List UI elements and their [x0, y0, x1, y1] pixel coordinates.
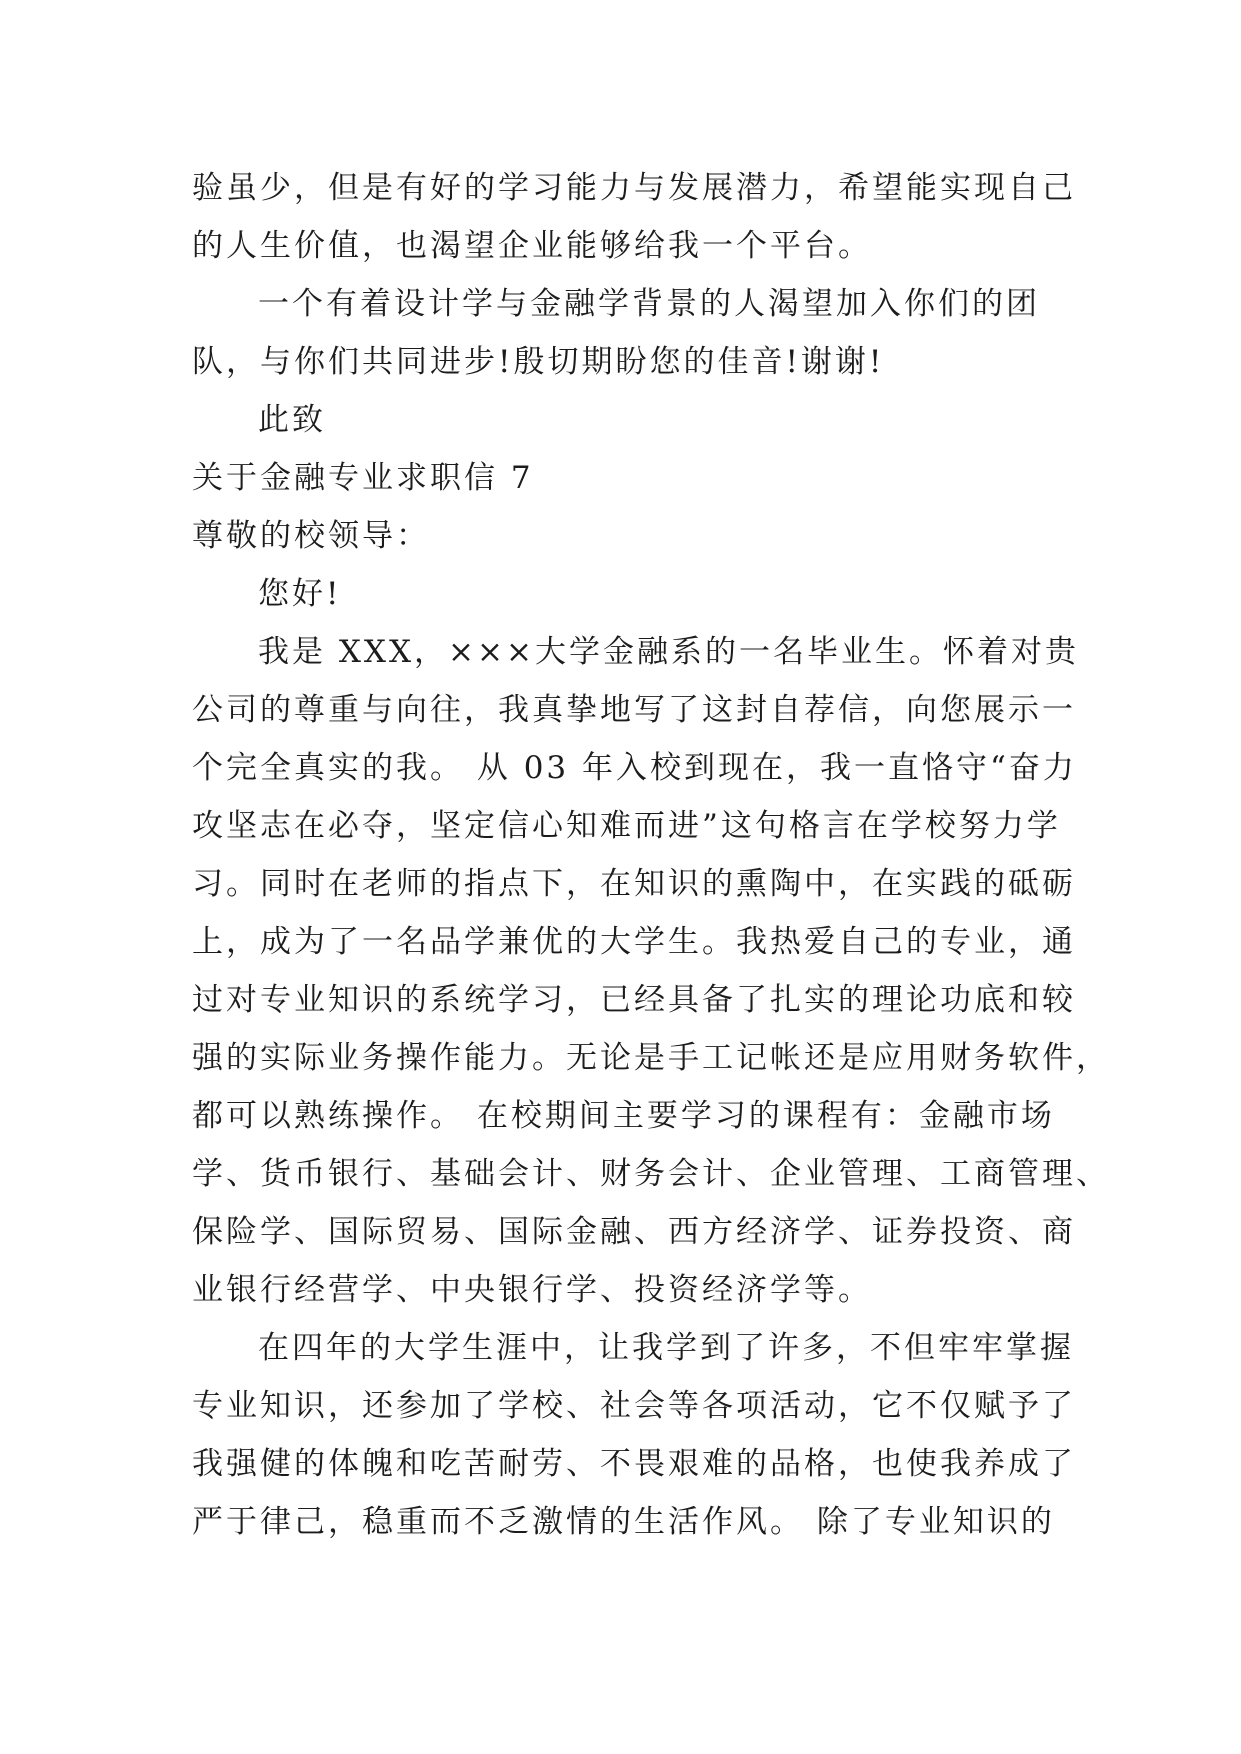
- text-line: 都可以熟练操作。 在校期间主要学习的课程有：金融市场: [192, 1098, 1055, 1134]
- text-line: 业银行经营学、中央银行学、投资经济学等。: [192, 1272, 872, 1308]
- text-line: 上，成为了一名品学兼优的大学生。我热爱自己的专业，通: [192, 924, 1076, 960]
- text-line: 尊敬的校领导：: [192, 518, 430, 554]
- text-line: 队，与你们共同进步!殷切期盼您的佳音!谢谢!: [192, 344, 885, 380]
- text-line: 攻坚志在必夺，坚定信心知难而进”这句格言在学校努力学: [192, 808, 1061, 844]
- text-line: 验虽少，但是有好的学习能力与发展潜力，希望能实现自己: [192, 170, 1076, 206]
- text-line: 的人生价值，也渴望企业能够给我一个平台。: [192, 228, 872, 264]
- text-line: 公司的尊重与向往，我真挚地写了这封自荐信，向您展示一: [192, 692, 1076, 728]
- text-line: 过对专业知识的系统学习，已经具备了扎实的理论功底和较: [192, 982, 1076, 1018]
- text-line: 此致: [258, 402, 326, 438]
- text-line: 专业知识，还参加了学校、社会等各项活动，它不仅赋予了: [192, 1388, 1076, 1424]
- text-line: 保险学、国际贸易、国际金融、西方经济学、证券投资、商: [192, 1214, 1076, 1250]
- text-line: 个完全真实的我。 从 03 年入校到现在，我一直恪守“奋力: [192, 750, 1077, 786]
- text-line: 我强健的体魄和吃苦耐劳、不畏艰难的品格，也使我养成了: [192, 1446, 1076, 1482]
- text-line: 习。同时在老师的指点下，在知识的熏陶中，在实践的砥砺: [192, 866, 1076, 902]
- text-line: 严于律己，稳重而不乏激情的生活作风。 除了专业知识的: [192, 1504, 1055, 1540]
- text-line: 一个有着设计学与金融学背景的人渴望加入你们的团: [258, 286, 1040, 322]
- letter-body: [192, 159, 1110, 1551]
- text-line: 关于金融专业求职信 7: [192, 460, 534, 496]
- text-line: 强的实际业务操作能力。无论是手工记帐还是应用财务软件，: [192, 1040, 1110, 1076]
- text-line: 您好!: [258, 576, 342, 612]
- text-line: 我是 XXX，×××大学金融系的一名毕业生。怀着对贵: [258, 634, 1079, 670]
- text-line: 在四年的大学生涯中，让我学到了许多，不但牢牢掌握: [258, 1330, 1074, 1366]
- text-line: 学、货币银行、基础会计、财务会计、企业管理、工商管理、: [192, 1156, 1110, 1192]
